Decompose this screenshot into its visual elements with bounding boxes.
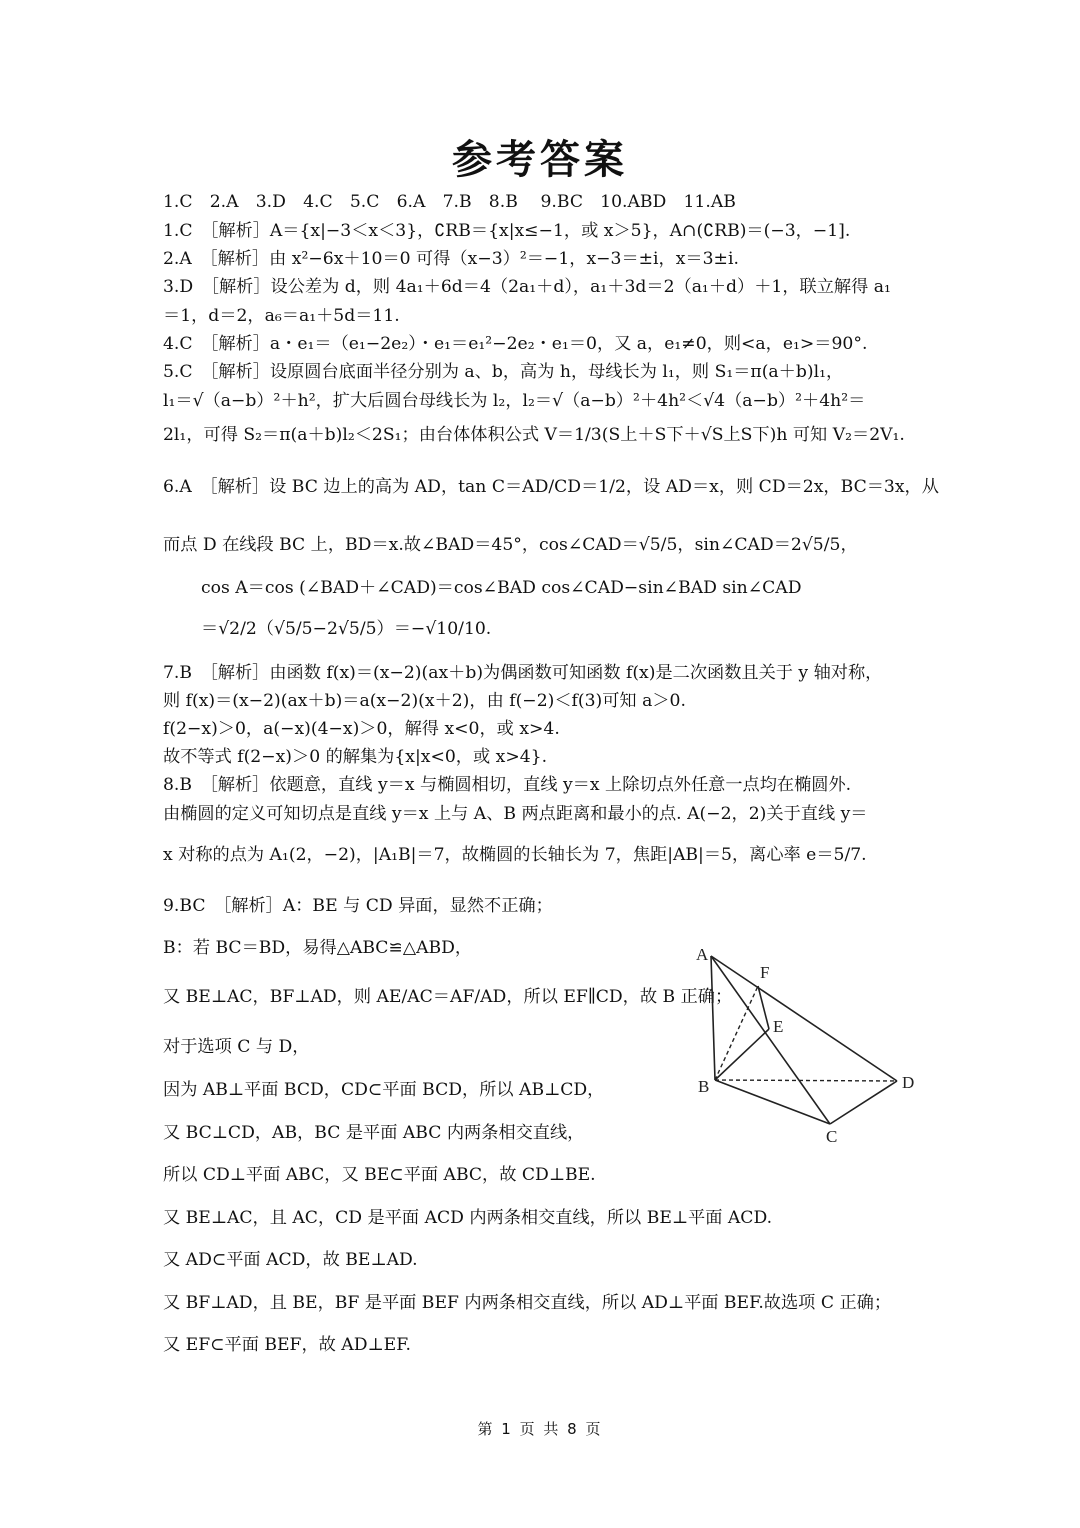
solution-line: 又 EF⊂平面 BEF，故 AD⊥EF. bbox=[163, 1335, 411, 1355]
solution-line: 又 BC⊥CD，AB，BC 是平面 ABC 内两条相交直线， bbox=[163, 1123, 585, 1143]
solution-line: B：若 BC＝BD，易得△ABC≌△ABD， bbox=[163, 938, 473, 958]
solution-line: 7.B ［解析］由函数 f(x)＝(x−2)(ax＋b)为偶函数可知函数 f(x)是二次函数且关于 y 轴对称， bbox=[163, 663, 883, 683]
page-title: 参考答案 bbox=[452, 137, 628, 183]
solution-line: 又 AD⊂平面 ACD，故 BE⊥AD. bbox=[163, 1250, 418, 1270]
vertex-label-e: E bbox=[773, 1017, 784, 1036]
solution-line: 因为 AB⊥平面 BCD，CD⊂平面 BCD，所以 AB⊥CD， bbox=[163, 1080, 605, 1100]
solution-line: 而点 D 在线段 BC 上，BD＝x.故∠BAD＝45°，cos∠CAD＝√5/5，sin∠CAD＝2√5/5， bbox=[163, 535, 858, 555]
solution-line: 又 BE⊥AC，BF⊥AD，则 AE/AC＝AF/AD，所以 EF∥CD，故 B 正确； bbox=[163, 987, 733, 1007]
solution-line: 2.A ［解析］由 x²−6x＋10＝0 可得（x−3）²＝−1，x−3＝±i，x＝3±i. bbox=[163, 249, 739, 269]
solution-line: 5.C ［解析］设原圆台底面半径分别为 a、b，高为 h，母线长为 l₁，则 S₁＝π(a＋b)l₁， bbox=[163, 362, 844, 382]
vertex-label-c: C bbox=[826, 1127, 838, 1146]
solution-line: cos A＝cos (∠BAD＋∠CAD)＝cos∠BAD cos∠CAD−sin∠BAD sin∠CAD bbox=[201, 578, 802, 598]
solution-line: l₁＝√（a−b）²＋h²，扩大后圆台母线长为 l₂，l₂＝√（a−b）²＋4h²＜√4（a−b）²＋4h²＝ bbox=[163, 391, 866, 411]
solution-line: 又 BE⊥AC，且 AC，CD 是平面 ACD 内两条相交直线，所以 BE⊥平面 ACD. bbox=[163, 1208, 773, 1228]
solution-line: 则 f(x)＝(x−2)(ax＋b)＝a(x−2)(x＋2)，由 f(−2)＜f(3)可知 a＞0. bbox=[163, 691, 686, 711]
solution-line: ＝√2/2（√5/5−2√5/5）＝−√10/10. bbox=[201, 619, 492, 639]
tetrahedron-figure bbox=[690, 936, 930, 1150]
vertex-label-a: A bbox=[696, 945, 709, 964]
solution-line: 所以 CD⊥平面 ABC，又 BE⊂平面 ABC，故 CD⊥BE. bbox=[163, 1165, 596, 1185]
solution-line: 对于选项 C 与 D， bbox=[163, 1037, 310, 1057]
solution-line: 9.BC ［解析］A：BE 与 CD 异面，显然不正确； bbox=[163, 896, 553, 916]
solution-line: 2l₁，可得 S₂＝π(a＋b)l₂＜2S₁；由台体体积公式 V＝1/3(S上＋S下＋√S上S下)h 可知 V₂＝2V₁. bbox=[163, 425, 905, 445]
solution-line: ＝1，d＝2，a₆＝a₁＋5d＝11. bbox=[163, 306, 400, 326]
page-footer: 第 1 页 共 8 页 bbox=[477, 1420, 603, 1438]
solution-line: 1.C ［解析］A＝{x|−3＜x＜3}，∁RB＝{x|x≤−1，或 x＞5}，A∩(∁RB)＝(−3，−1]. bbox=[163, 221, 851, 241]
solution-line: f(2−x)＞0，a(−x)(4−x)＞0，解得 x<0，或 x>4. bbox=[163, 719, 560, 739]
solution-line: 3.D ［解析］设公差为 d，则 4a₁＋6d＝4（2a₁＋d），a₁＋3d＝2（a₁＋d）＋1，联立解得 a₁ bbox=[163, 277, 891, 297]
vertex-label-b: B bbox=[698, 1077, 710, 1096]
solution-line: 由椭圆的定义可知切点是直线 y＝x 上与 A、B 两点距离和最小的点. A(−2，2)关于直线 y＝ bbox=[163, 804, 868, 824]
answer-summary: 1.C 2.A 3.D 4.C 5.C 6.A 7.B 8.B 9.BC 10.ABD 11.AB bbox=[163, 192, 736, 212]
vertex-label-f: F bbox=[760, 963, 770, 982]
solution-line: 4.C ［解析］a・e₁＝（e₁−2e₂）・e₁＝e₁²−2e₂・e₁＝0，又 a，e₁≠0，则<a，e₁>＝90°. bbox=[163, 334, 868, 354]
solution-line: 6.A ［解析］设 BC 边上的高为 AD，tan C＝AD/CD＝1/2，设 AD＝x，则 CD＝2x，BC＝3x，从 bbox=[163, 477, 939, 497]
solution-line: 故不等式 f(2−x)＞0 的解集为{x|x<0，或 x>4}. bbox=[163, 747, 548, 767]
vertex-label-d: D bbox=[902, 1073, 915, 1092]
solution-line: 8.B ［解析］依题意，直线 y＝x 与椭圆相切，直线 y＝x 上除切点外任意一点均在椭圆外. bbox=[163, 775, 852, 795]
solution-line: x 对称的点为 A₁(2，−2)，|A₁B|＝7，故椭圆的长轴长为 7，焦距|AB|＝5，离心率 e＝5/7. bbox=[163, 845, 867, 865]
solution-line: 又 BF⊥AD，且 BE，BF 是平面 BEF 内两条相交直线，所以 AD⊥平面 BEF.故选项 C 正确； bbox=[163, 1293, 892, 1313]
